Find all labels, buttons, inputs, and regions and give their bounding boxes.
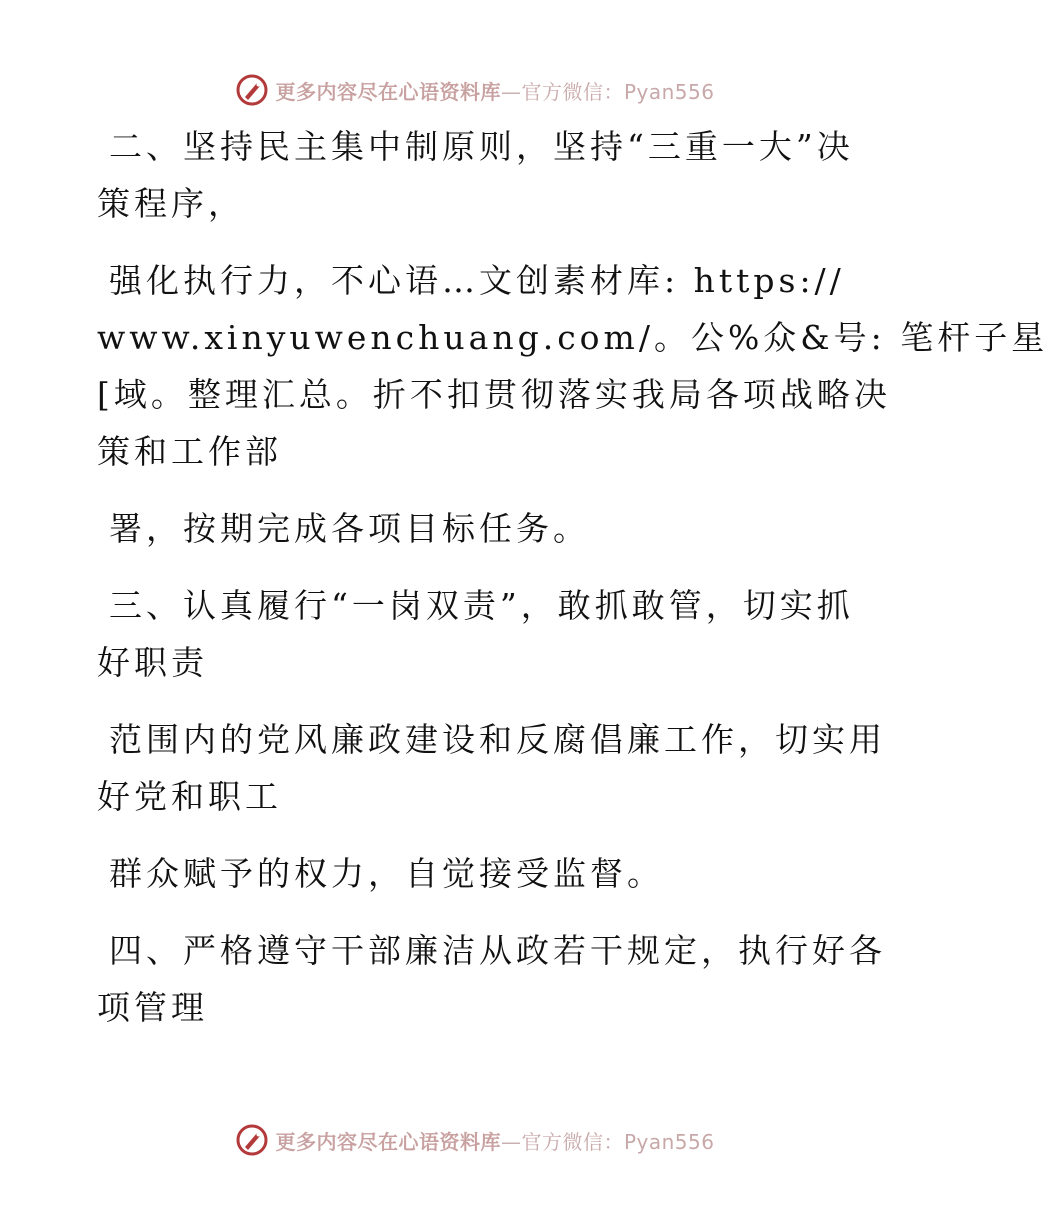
text-line: 署，按期完成各项目标任务。	[109, 509, 590, 548]
text-line: 群众赋予的权力，自觉接受监督。	[109, 854, 664, 893]
header-banner-separator: —	[500, 79, 522, 104]
footer-banner-separator: —	[500, 1129, 522, 1154]
text-line: 四、严格遵守干部廉洁从政若干规定，执行好各	[109, 931, 886, 970]
header-banner-text	[275, 76, 714, 105]
footer-banner-text	[275, 1126, 714, 1155]
text-line: 范围内的党风廉政建设和反腐倡廉工作，切实用	[109, 720, 886, 759]
pen-nib-logo-icon	[235, 73, 269, 107]
text-line: 策和工作部	[97, 432, 282, 471]
footer-banner-main: 更多内容尽在心语资料库	[275, 1129, 501, 1154]
header-banner-main: 更多内容尽在心语资料库	[275, 79, 501, 104]
footer-banner-wechat: 官方微信：Pyan556	[521, 1129, 715, 1154]
document-body	[97, 118, 1048, 1036]
text-line: 强化执行力，不心语…文创素材库: https://	[109, 261, 845, 300]
header-banner-wechat: 官方微信：Pyan556	[521, 79, 715, 104]
pen-nib-logo-icon	[235, 1123, 269, 1157]
footer-watermark-banner	[0, 1120, 950, 1160]
text-line: [域。整理汇总。折不扣贯彻落实我局各项战略决	[97, 375, 891, 414]
text-line: 二、坚持民主集中制原则，坚持“三重一大”决	[109, 127, 854, 166]
text-line: 策程序，	[97, 184, 245, 223]
text-line: 三、认真履行“一岗双责”，敢抓敢管，切实抓	[109, 586, 854, 625]
text-line: 项管理	[97, 988, 208, 1027]
header-watermark-banner	[0, 70, 950, 110]
text-line: 好职责	[97, 643, 208, 682]
text-line: 好党和职工	[97, 777, 282, 816]
text-line: www.xinyuwenchuang.com/。公%众&号: 笔杆子星	[97, 318, 1048, 357]
